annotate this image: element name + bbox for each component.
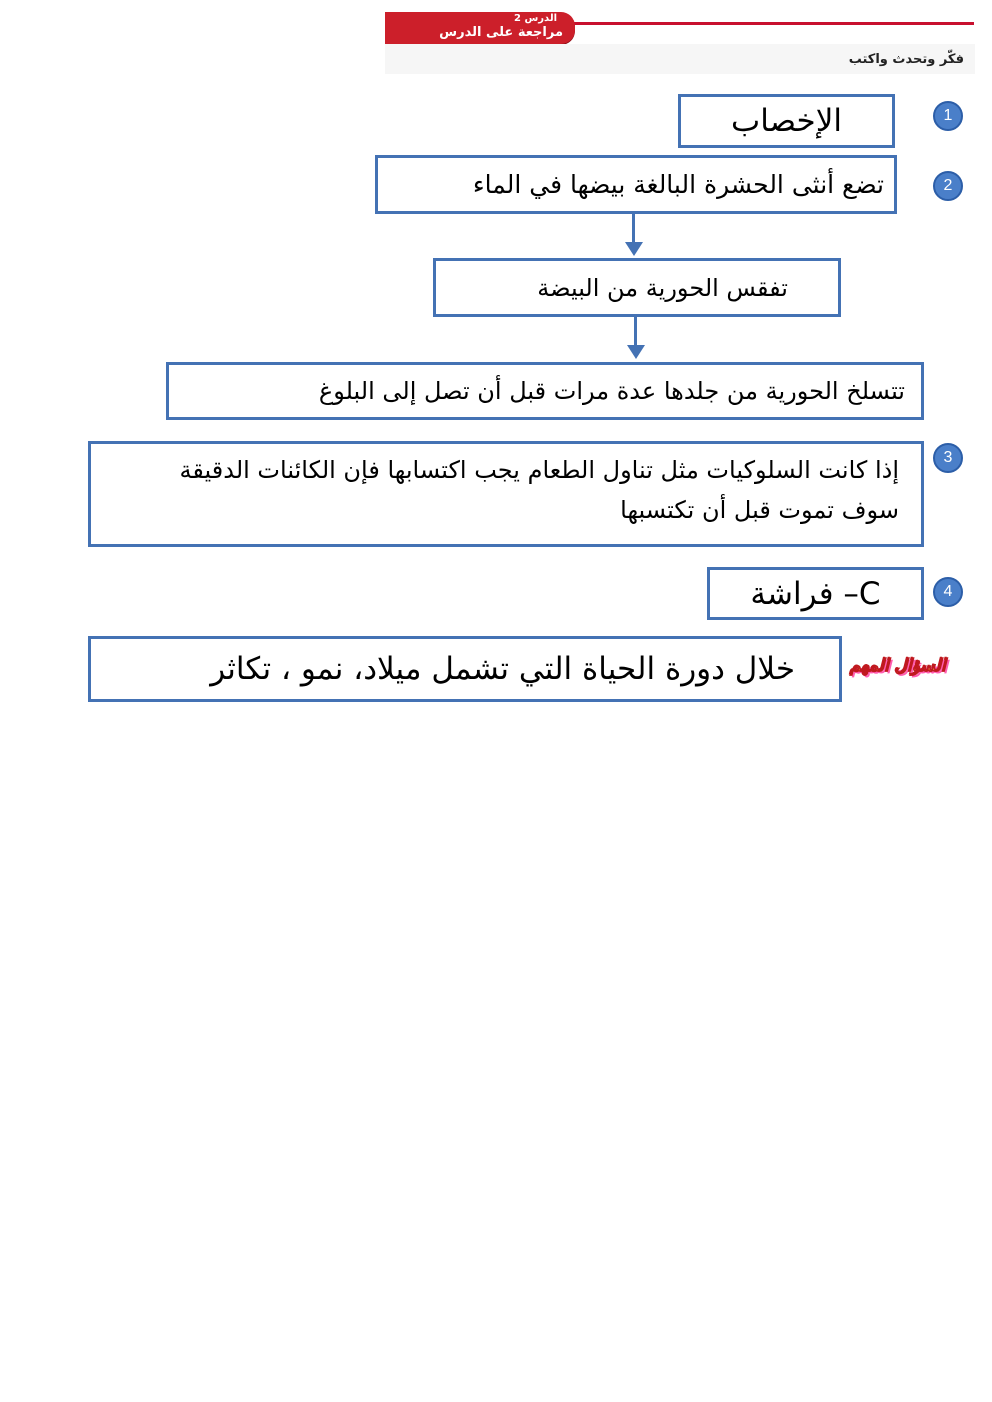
- answer-text: تضع أنثى الحشرة البالغة بيضها في الماء: [472, 170, 884, 199]
- header-rule: [570, 22, 974, 25]
- lesson-number: الدرس 2: [514, 13, 557, 24]
- lesson-tab: [385, 12, 575, 44]
- question-number-3: 3: [933, 443, 963, 473]
- lesson-title: مراجعة على الدرس: [439, 25, 563, 40]
- flow-arrow-head: [627, 345, 645, 359]
- section-heading: فكّر وتحدث واكتب: [848, 52, 964, 67]
- flow-arrow-head: [625, 242, 643, 256]
- answer-box-1: [678, 94, 895, 148]
- answer-text: C– فراشة: [750, 575, 881, 612]
- essential-question-label: السؤال المهم: [850, 656, 946, 676]
- question-number-2: 2: [933, 171, 963, 201]
- answer-text: تتسلخ الحورية من جلدها عدة مرات قبل أن تصل إلى البلوغ: [318, 377, 905, 405]
- essential-question-answer-box: [88, 636, 842, 702]
- question-number-1: 1: [933, 101, 963, 131]
- flow-arrow-line: [634, 317, 637, 347]
- answer-box-3: [88, 441, 924, 547]
- flow-arrow-line: [632, 214, 635, 244]
- answer-box-4: [707, 567, 924, 620]
- answer-text: الإخصاب: [731, 103, 842, 139]
- question-number-4: 4: [933, 577, 963, 607]
- answer-text: إذا كانت السلوكيات مثل تناول الطعام يجب اكتسابها فإن الكائنات الدقيقة سوف تموت قبل أن تكتسبها: [179, 456, 899, 524]
- answer-text: تفقس الحورية من البيضة: [537, 273, 788, 302]
- answer-box-2-step-3: [166, 362, 924, 420]
- answer-box-2-step-2: [433, 258, 841, 317]
- answer-text: خلال دورة الحياة التي تشمل ميلاد، نمو ، تكاثر: [210, 651, 795, 687]
- answer-box-2-step-1: [375, 155, 897, 214]
